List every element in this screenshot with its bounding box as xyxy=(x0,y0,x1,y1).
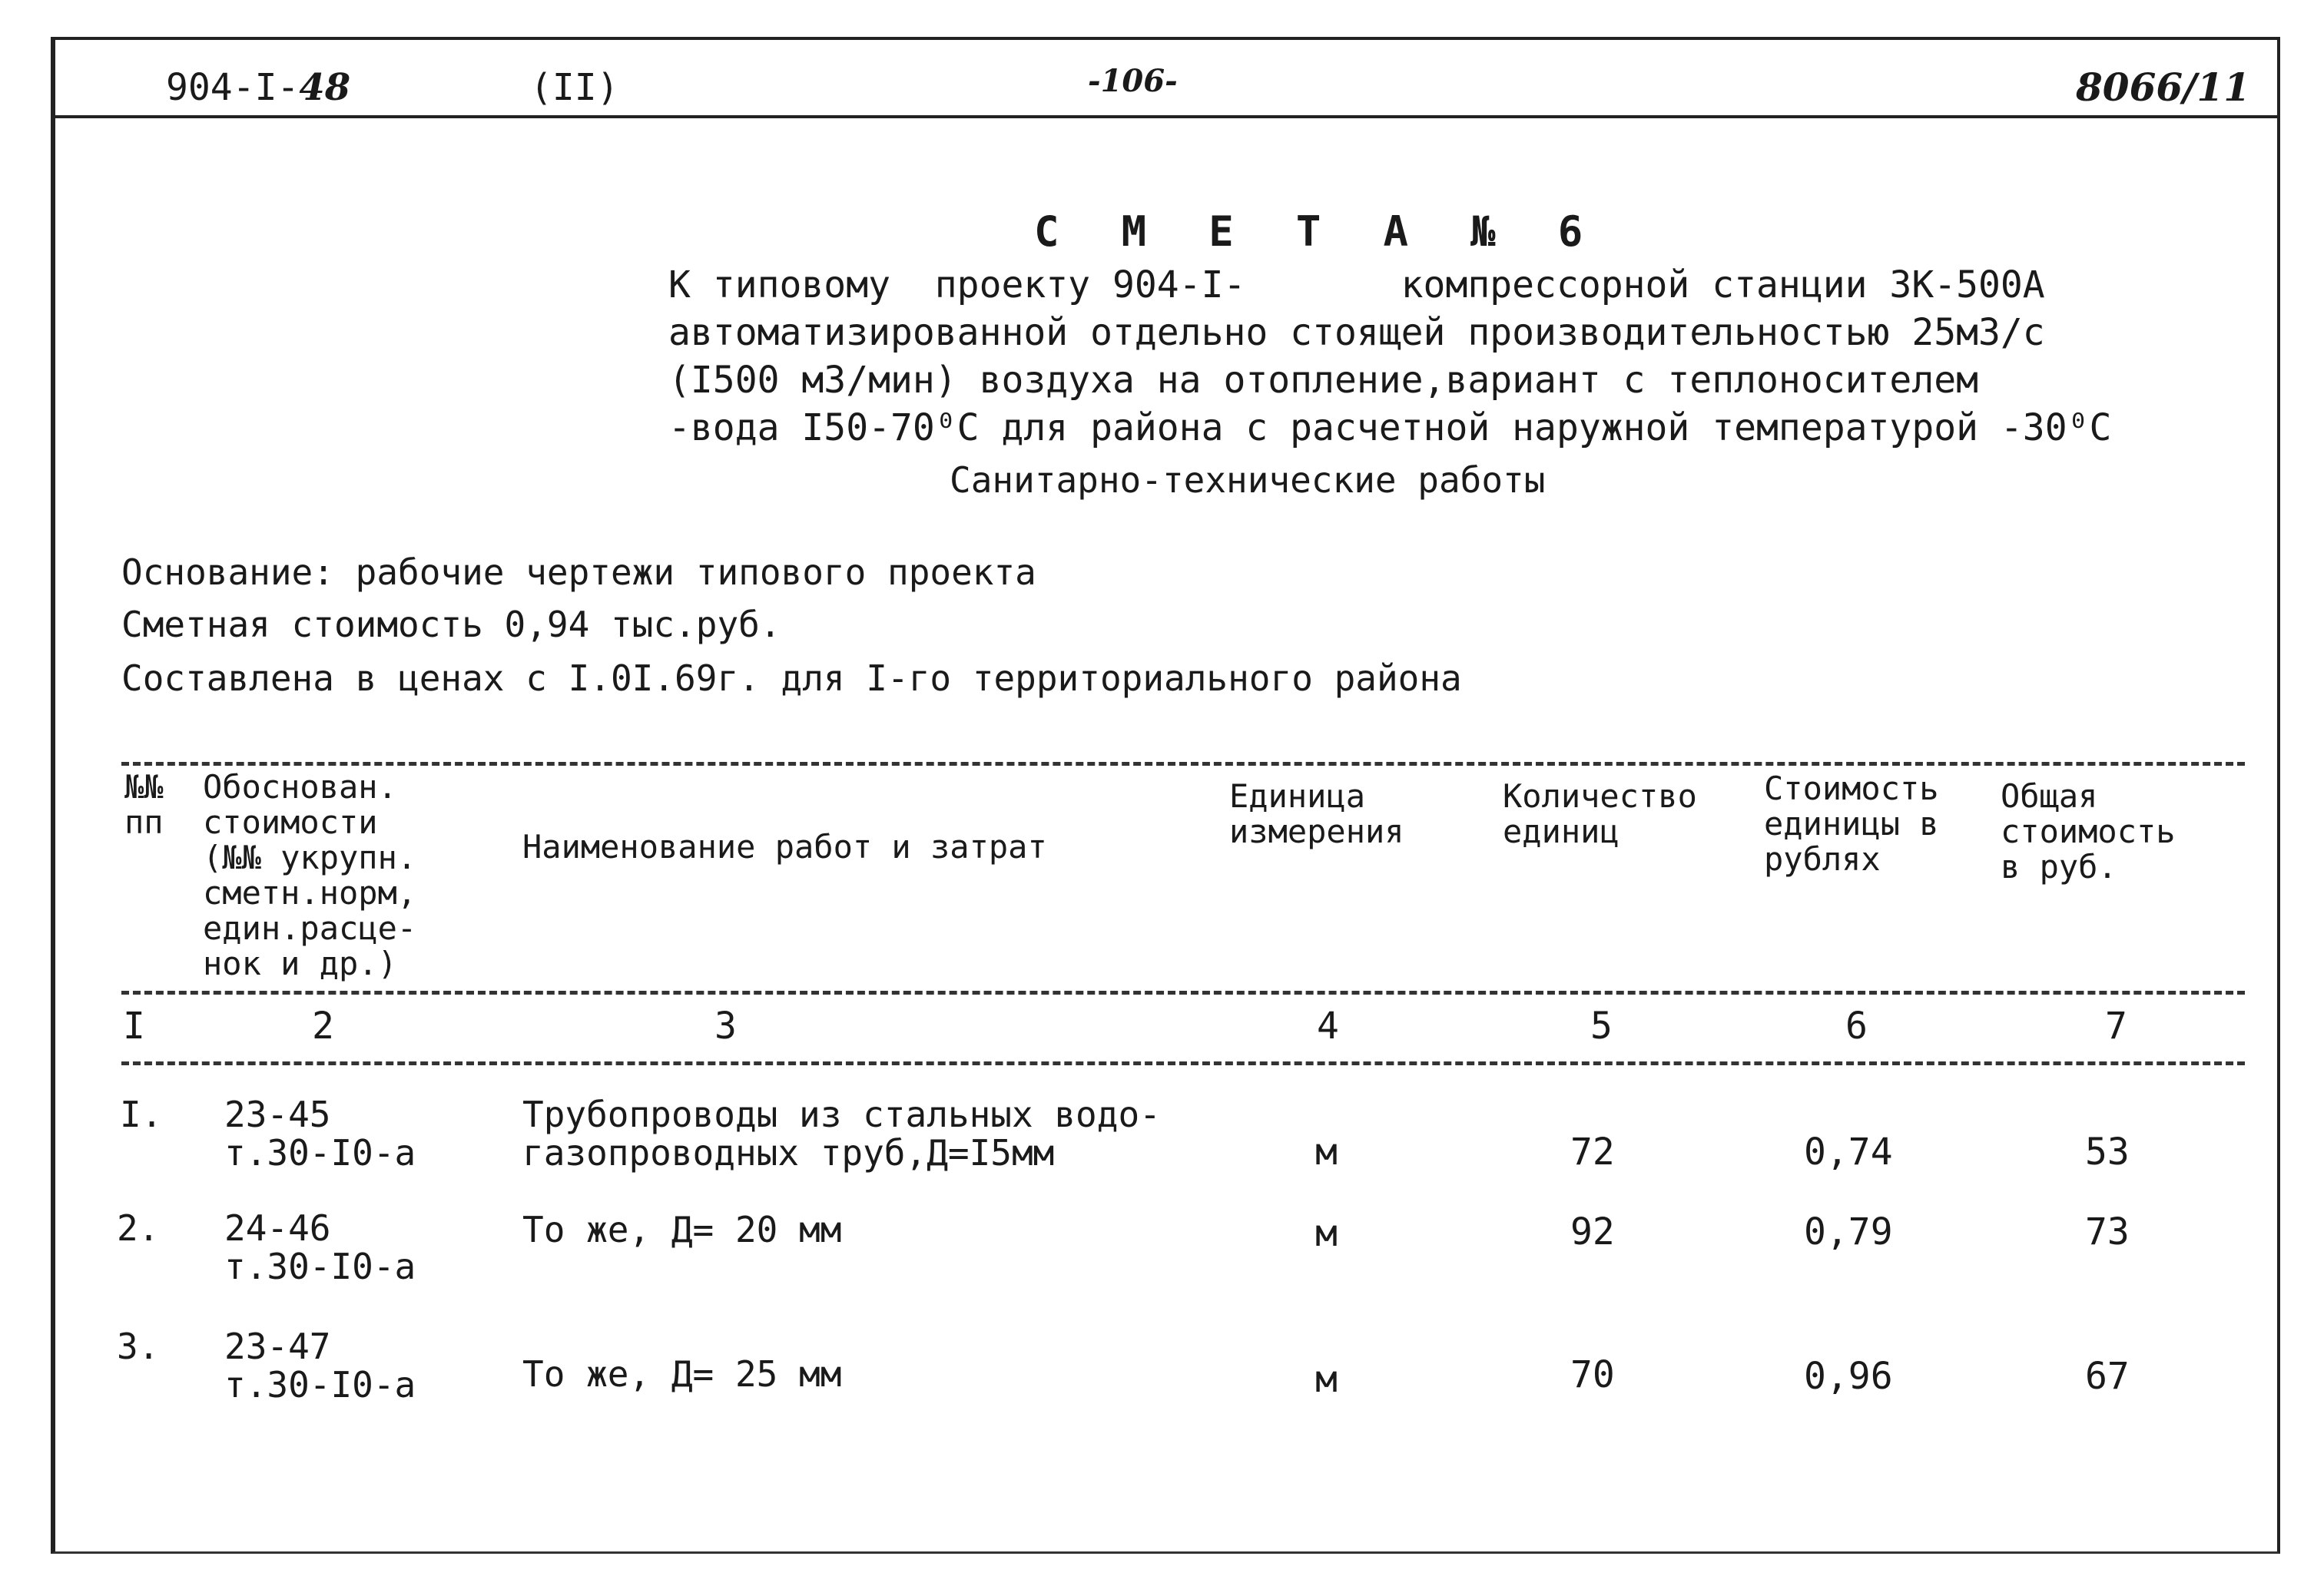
column-number-3: 3 xyxy=(714,1005,737,1048)
table-top-rule xyxy=(121,762,2245,766)
row-unit: м xyxy=(1315,1212,1338,1255)
page-number: -106- xyxy=(1088,63,1178,99)
header-bottom-rule xyxy=(121,991,2245,995)
row-cost-basis: 24-46 т.30-I0-а xyxy=(224,1207,416,1287)
column-number-5: 5 xyxy=(1590,1005,1613,1048)
project-code: 904-I-48 xyxy=(166,66,351,109)
row-cost-basis: 23-47 т.30-I0-а xyxy=(224,1326,416,1406)
document-number: 8066/11 xyxy=(2076,65,2251,110)
row-unit: м xyxy=(1315,1358,1338,1401)
prices-line: Составлена в ценах с I.0I.69г. для I-го территориального района xyxy=(121,657,1462,699)
column-number-6: 6 xyxy=(1845,1005,1868,1048)
row-number: 3. xyxy=(117,1326,160,1367)
row-quantity: 70 xyxy=(1570,1353,1615,1396)
row-quantity: 92 xyxy=(1570,1210,1615,1253)
header-divider xyxy=(51,115,2280,118)
header-unit-cost: Стоимость единицы в рублях xyxy=(1764,770,1939,878)
row-total: 73 xyxy=(2085,1210,2130,1253)
estimate-subtitle: К типовому проекту 904-I- компрессорной станции 3К-500А автоматизированной отдельно стоящей производительностью 25м3/с (I500 м3/мин) воздуха на отопление,вариант с теплоносителем -вода I50-70⁰С для района с расчетной наружной температурой -30⁰С xyxy=(668,263,2112,449)
header-row-number: №№ пп xyxy=(124,770,164,840)
header-unit: Единица измерения xyxy=(1229,777,1404,850)
row-total: 53 xyxy=(2085,1131,2130,1174)
row-unit: м xyxy=(1315,1131,1338,1174)
row-work-name: То же, Д= 20 мм xyxy=(522,1209,842,1250)
header-quantity: Количество единиц xyxy=(1503,777,1697,850)
header-work-name: Наименование работ и затрат xyxy=(522,828,1047,866)
basis-line: Основание: рабочие чертежи типового проекта xyxy=(121,551,1036,593)
row-unit-cost: 0,96 xyxy=(1804,1355,1893,1398)
column-number-2: 2 xyxy=(312,1005,334,1048)
row-number: I. xyxy=(120,1094,163,1135)
row-work-name: Трубопроводы из стальных водо- газопроводных труб,Д=I5мм xyxy=(522,1094,1161,1174)
project-code-handwritten: 48 xyxy=(299,66,351,109)
row-number: 2. xyxy=(117,1207,160,1249)
row-work-name: То же, Д= 25 мм xyxy=(522,1353,842,1395)
row-total: 67 xyxy=(2085,1355,2130,1398)
column-number-4: 4 xyxy=(1317,1005,1339,1048)
estimate-title: С М Е Т А № 6 xyxy=(1034,207,1602,256)
cost-line: Сметная стоимость 0,94 тыс.руб. xyxy=(121,604,781,645)
header-cost-basis: Обоснован. стоимости (№№ укрупн. сметн.норм, един.расце- нок и др.) xyxy=(203,770,417,982)
column-number-7: 7 xyxy=(2105,1005,2127,1048)
volume-number: (II) xyxy=(530,66,619,109)
section-title: Санитарно-технические работы xyxy=(950,459,1546,501)
row-unit-cost: 0,74 xyxy=(1804,1131,1893,1174)
column-number-1: I xyxy=(123,1005,145,1048)
row-cost-basis: 23-45 т.30-I0-а xyxy=(224,1094,416,1174)
header-total-cost: Общая стоимость в руб. xyxy=(2001,777,2176,886)
column-numbers-rule xyxy=(121,1061,2245,1065)
row-quantity: 72 xyxy=(1570,1131,1615,1174)
row-unit-cost: 0,79 xyxy=(1804,1210,1893,1253)
